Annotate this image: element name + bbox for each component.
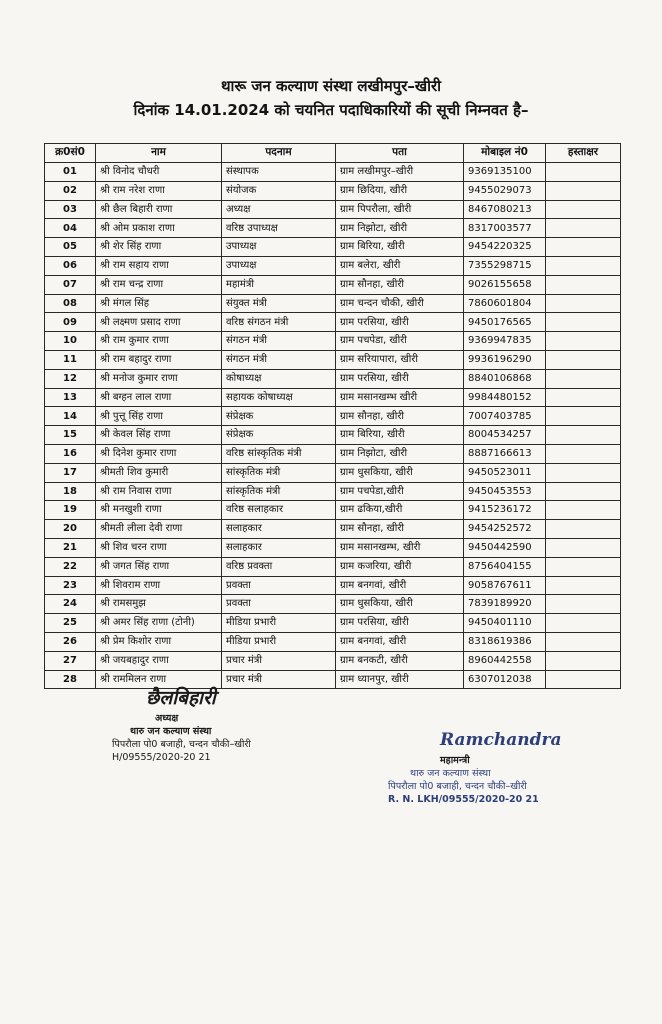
designation-cell: संगठन मंत्री	[222, 332, 336, 351]
header-name: नाम	[96, 144, 222, 163]
address-cell: ग्राम सौनहा, खीरी	[336, 275, 464, 294]
table-row	[45, 632, 621, 651]
designation-cell: संस्थापक	[222, 163, 336, 182]
serial-cell: 03	[45, 200, 96, 219]
designation-cell: सांस्कृतिक मंत्री	[222, 463, 336, 482]
stamp-registration: R. N. LKH/09555/2020-20 21	[388, 794, 539, 805]
table-row	[45, 538, 621, 557]
serial-cell: 11	[45, 350, 96, 369]
signature-cell	[546, 614, 621, 633]
designation-cell: सलाहकार	[222, 538, 336, 557]
designation-cell: वरिष्ठ सलाहकार	[222, 501, 336, 520]
name-cell: श्री राम बहादुर राणा	[96, 350, 222, 369]
mobile-cell: 7355298715	[464, 256, 546, 275]
name-cell: श्री राम चन्द्र राणा	[96, 275, 222, 294]
signature-cell	[546, 482, 621, 501]
mobile-cell: 6307012038	[464, 670, 546, 689]
mobile-cell: 8004534257	[464, 426, 546, 445]
serial-cell: 22	[45, 557, 96, 576]
name-cell: श्री मंगल सिंह	[96, 294, 222, 313]
name-cell: श्री बग्हन लाल राणा	[96, 388, 222, 407]
address-cell: ग्राम परसिया, खीरी	[336, 369, 464, 388]
office-bearers-table	[44, 143, 621, 689]
designation-cell: संयोजक	[222, 181, 336, 200]
designation-cell: प्रचार मंत्री	[222, 670, 336, 689]
stamp-address: पिपरौला पो0 बजाही, चन्दन चौकी–खीरी	[388, 781, 527, 792]
signature-cell	[546, 670, 621, 689]
serial-cell: 26	[45, 632, 96, 651]
designation-cell: महामंत्री	[222, 275, 336, 294]
name-cell: श्री अमर सिंह राणा (टोनी)	[96, 614, 222, 633]
stamp-org: थारु जन कल्याण संस्था	[410, 768, 491, 779]
signature-cell	[546, 163, 621, 182]
designation-cell: प्रचार मंत्री	[222, 651, 336, 670]
serial-cell: 17	[45, 463, 96, 482]
designation-cell: संप्रेक्षक	[222, 426, 336, 445]
address-cell: ग्राम मसानखम्भ खीरी	[336, 388, 464, 407]
address-cell: ग्राम सौनहा, खीरी	[336, 407, 464, 426]
address-cell: ग्राम चन्दन चौकी, खीरी	[336, 294, 464, 313]
serial-cell: 25	[45, 614, 96, 633]
mobile-cell: 9984480152	[464, 388, 546, 407]
serial-cell: 04	[45, 219, 96, 238]
table-row	[45, 520, 621, 539]
name-cell: श्री मनोज कुमार राणा	[96, 369, 222, 388]
serial-cell: 05	[45, 238, 96, 257]
table-row	[45, 576, 621, 595]
address-cell: ग्राम ढकिया,खीरी	[336, 501, 464, 520]
name-cell: श्री शेर सिंह राणा	[96, 238, 222, 257]
signature-cell	[546, 332, 621, 351]
signature-cell	[546, 256, 621, 275]
mobile-cell: 9454220325	[464, 238, 546, 257]
serial-cell: 19	[45, 501, 96, 520]
president-stamp	[110, 690, 320, 764]
address-cell: ग्राम बनगवां, खीरी	[336, 632, 464, 651]
name-cell: श्री राम कुमार राणा	[96, 332, 222, 351]
mobile-cell: 8960442558	[464, 651, 546, 670]
mobile-cell: 9936196290	[464, 350, 546, 369]
designation-cell: सलाहकार	[222, 520, 336, 539]
name-cell: श्री मनखुशी राणा	[96, 501, 222, 520]
signature-cell	[546, 632, 621, 651]
signature-cell	[546, 388, 621, 407]
serial-cell: 15	[45, 426, 96, 445]
name-cell: श्री केवल सिंह राणा	[96, 426, 222, 445]
signature-cell	[546, 444, 621, 463]
general-secretary-stamp	[370, 730, 570, 806]
table-row	[45, 407, 621, 426]
name-cell: श्री शिवराम राणा	[96, 576, 222, 595]
signature-cell	[546, 407, 621, 426]
address-cell: ग्राम निझोटा, खीरी	[336, 219, 464, 238]
header-serial: क्र0सं0	[45, 144, 96, 163]
address-cell: ग्राम पिपरौला, खीरी	[336, 200, 464, 219]
serial-cell: 23	[45, 576, 96, 595]
table-row	[45, 426, 621, 445]
designation-cell: अध्यक्ष	[222, 200, 336, 219]
signature-cell	[546, 538, 621, 557]
table-row	[45, 595, 621, 614]
table-row	[45, 238, 621, 257]
address-cell: ग्राम बनगवां, खीरी	[336, 576, 464, 595]
serial-cell: 14	[45, 407, 96, 426]
header-signature: हस्ताक्षर	[546, 144, 621, 163]
table-row	[45, 369, 621, 388]
serial-cell: 02	[45, 181, 96, 200]
table-body	[45, 163, 621, 689]
address-cell: ग्राम परसिया, खीरी	[336, 614, 464, 633]
designation-cell: उपाध्यक्ष	[222, 238, 336, 257]
designation-cell: संयुक्त मंत्री	[222, 294, 336, 313]
table-row	[45, 181, 621, 200]
signature-cell	[546, 576, 621, 595]
signature-cell	[546, 520, 621, 539]
name-cell: श्रीमती शिव कुमारी	[96, 463, 222, 482]
table-row	[45, 670, 621, 689]
serial-cell: 13	[45, 388, 96, 407]
name-cell: श्री दिनेश कुमार राणा	[96, 444, 222, 463]
signature-cell	[546, 463, 621, 482]
table-row	[45, 482, 621, 501]
name-cell: श्री ओम प्रकाश राणा	[96, 219, 222, 238]
name-cell: श्री जयबहादुर राणा	[96, 651, 222, 670]
designation-cell: कोषाध्यक्ष	[222, 369, 336, 388]
name-cell: श्री जगत सिंह राणा	[96, 557, 222, 576]
mobile-cell: 9369135100	[464, 163, 546, 182]
mobile-cell: 9450523011	[464, 463, 546, 482]
address-cell: ग्राम बिरिया, खीरी	[336, 238, 464, 257]
name-cell: श्री प्रेम किशोर राणा	[96, 632, 222, 651]
signature-cell	[546, 369, 621, 388]
table-row	[45, 463, 621, 482]
designation-cell: वरिष्ठ संगठन मंत्री	[222, 313, 336, 332]
serial-cell: 07	[45, 275, 96, 294]
mobile-cell: 7860601804	[464, 294, 546, 313]
serial-cell: 18	[45, 482, 96, 501]
signature-cell	[546, 557, 621, 576]
serial-cell: 16	[45, 444, 96, 463]
serial-cell: 09	[45, 313, 96, 332]
signature-cell	[546, 219, 621, 238]
designation-cell: वरिष्ठ उपाध्यक्ष	[222, 219, 336, 238]
name-cell: श्री छैल बिहारी राणा	[96, 200, 222, 219]
designation-cell: सहायक कोषाध्यक्ष	[222, 388, 336, 407]
name-cell: श्री पुत्तू सिंह राणा	[96, 407, 222, 426]
stamp-address: पिपरौला पो0 बजाही, चन्दन चौकी–खीरी	[112, 739, 251, 750]
signature-cell	[546, 313, 621, 332]
mobile-cell: 8756404155	[464, 557, 546, 576]
name-cell: श्री राम निवास राणा	[96, 482, 222, 501]
designation-cell: प्रवक्ता	[222, 576, 336, 595]
table-row	[45, 501, 621, 520]
designation-cell: वरिष्ठ प्रवक्ता	[222, 557, 336, 576]
table-row	[45, 163, 621, 182]
designation-cell: मीडिया प्रभारी	[222, 632, 336, 651]
mobile-cell: 8840106868	[464, 369, 546, 388]
address-cell: ग्राम निझोटा, खीरी	[336, 444, 464, 463]
serial-cell: 08	[45, 294, 96, 313]
stamp-registration: H/09555/2020-20 21	[112, 752, 211, 763]
table-row	[45, 651, 621, 670]
designation-cell: प्रवक्ता	[222, 595, 336, 614]
address-cell: ग्राम कजरिया, खीरी	[336, 557, 464, 576]
mobile-cell: 8887166613	[464, 444, 546, 463]
table-row	[45, 294, 621, 313]
mobile-cell: 9369947835	[464, 332, 546, 351]
table-row	[45, 388, 621, 407]
signature-cell	[546, 595, 621, 614]
mobile-cell: 9454252572	[464, 520, 546, 539]
header-mobile: मोबाइल नं0	[464, 144, 546, 163]
address-cell: ग्राम लखीमपुर–खीरी	[336, 163, 464, 182]
serial-cell: 01	[45, 163, 96, 182]
header-address: पता	[336, 144, 464, 163]
table-row	[45, 275, 621, 294]
serial-cell: 20	[45, 520, 96, 539]
designation-cell: संप्रेक्षक	[222, 407, 336, 426]
name-cell: श्री विनोद चौधरी	[96, 163, 222, 182]
table-row	[45, 332, 621, 351]
mobile-cell: 7839189920	[464, 595, 546, 614]
address-cell: ग्राम बनकटी, खीरी	[336, 651, 464, 670]
header-designation: पदनाम	[222, 144, 336, 163]
address-cell: ग्राम पचपेडा,खीरी	[336, 482, 464, 501]
address-cell: ग्राम पचपेडा, खीरी	[336, 332, 464, 351]
name-cell: श्री राम सहाय राणा	[96, 256, 222, 275]
table-header-row	[45, 144, 621, 163]
document-title: थारू जन कल्याण संस्था लखीमपुर–खीरी	[220, 77, 442, 95]
name-cell: श्री राममिलन राणा	[96, 670, 222, 689]
president-signature: छैलबिहारी	[146, 687, 216, 709]
designation-cell: मीडिया प्रभारी	[222, 614, 336, 633]
address-cell: ग्राम धुसकिया, खीरी	[336, 463, 464, 482]
signature-cell	[546, 426, 621, 445]
mobile-cell: 8318619386	[464, 632, 546, 651]
serial-cell: 10	[45, 332, 96, 351]
signature-cell	[546, 350, 621, 369]
table-row	[45, 256, 621, 275]
table-row	[45, 350, 621, 369]
serial-cell: 28	[45, 670, 96, 689]
signature-cell	[546, 651, 621, 670]
name-cell: श्री शिव चरन राणा	[96, 538, 222, 557]
name-cell: श्रीमती लीला देवी राणा	[96, 520, 222, 539]
address-cell: ग्राम ध्यानपुर, खीरी	[336, 670, 464, 689]
table-row	[45, 557, 621, 576]
table-row	[45, 444, 621, 463]
signature-cell	[546, 275, 621, 294]
name-cell: श्री रामसमुझ	[96, 595, 222, 614]
serial-cell: 24	[45, 595, 96, 614]
stamp-org: थारु जन कल्याण संस्था	[130, 726, 212, 737]
address-cell: ग्राम बिरिया, खीरी	[336, 426, 464, 445]
signature-cell	[546, 200, 621, 219]
mobile-cell: 9026155658	[464, 275, 546, 294]
address-cell: ग्राम मसानखम्भ, खीरी	[336, 538, 464, 557]
table-row	[45, 313, 621, 332]
address-cell: ग्राम परसिया, खीरी	[336, 313, 464, 332]
address-cell: ग्राम धुसकिया, खीरी	[336, 595, 464, 614]
general-secretary-signature: Ramchandra	[440, 730, 562, 750]
mobile-cell: 7007403785	[464, 407, 546, 426]
designation-cell: उपाध्यक्ष	[222, 256, 336, 275]
serial-cell: 21	[45, 538, 96, 557]
address-cell: ग्राम सौनहा, खीरी	[336, 520, 464, 539]
mobile-cell: 9415236172	[464, 501, 546, 520]
document-subtitle: दिनांक 14.01.2024 को चयनित पदाधिकारियों की सूची निम्नवत है–	[133, 101, 529, 119]
address-cell: ग्राम छिदिया, खीरी	[336, 181, 464, 200]
mobile-cell: 9450453553	[464, 482, 546, 501]
serial-cell: 06	[45, 256, 96, 275]
signature-cell	[546, 294, 621, 313]
mobile-cell: 8317003577	[464, 219, 546, 238]
stamp-designation: अध्यक्ष	[155, 713, 179, 724]
mobile-cell: 9450442590	[464, 538, 546, 557]
table-row	[45, 219, 621, 238]
serial-cell: 27	[45, 651, 96, 670]
designation-cell: सांस्कृतिक मंत्री	[222, 482, 336, 501]
signature-cell	[546, 238, 621, 257]
mobile-cell: 8467080213	[464, 200, 546, 219]
designation-cell: संगठन मंत्री	[222, 350, 336, 369]
name-cell: श्री राम नरेश राणा	[96, 181, 222, 200]
serial-cell: 12	[45, 369, 96, 388]
name-cell: श्री लक्ष्मण प्रसाद राणा	[96, 313, 222, 332]
stamp-designation: महामन्त्री	[440, 755, 470, 766]
mobile-cell: 9058767611	[464, 576, 546, 595]
table-row	[45, 614, 621, 633]
address-cell: ग्राम बलेरा, खीरी	[336, 256, 464, 275]
signature-cell	[546, 501, 621, 520]
mobile-cell: 9450401110	[464, 614, 546, 633]
mobile-cell: 9455029073	[464, 181, 546, 200]
signature-cell	[546, 181, 621, 200]
designation-cell: वरिष्ठ सांस्कृतिक मंत्री	[222, 444, 336, 463]
mobile-cell: 9450176565	[464, 313, 546, 332]
address-cell: ग्राम सरियापारा, खीरी	[336, 350, 464, 369]
table-row	[45, 200, 621, 219]
